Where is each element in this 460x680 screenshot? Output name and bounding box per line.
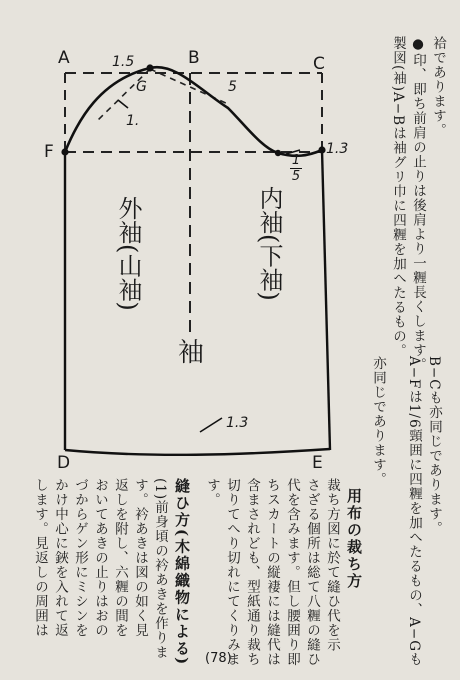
point-dot-right xyxy=(318,146,325,153)
sewing-heading: 縫ひ方(木綿織物による) xyxy=(173,478,191,667)
cutting-line-4: ちスカートの縦褄には縫代は xyxy=(264,478,280,667)
cutting-heading: 用布の裁ち方 xyxy=(345,488,363,590)
point-label-e: E xyxy=(312,453,323,473)
sewing-line-3: 返しを附し、六糎の間を xyxy=(112,478,128,638)
fraction-numerator: 1 xyxy=(291,153,301,168)
point-label-c: C xyxy=(313,54,325,74)
point-label-d: D xyxy=(57,453,71,473)
sleeve-cap-curve xyxy=(65,67,322,156)
outer-sleeve-label: 外袖(山袖) xyxy=(114,196,142,311)
sewing-line-2: す。衿あきは図の如く見 xyxy=(132,478,148,638)
measure-bottom: 1.3 xyxy=(226,415,249,431)
measure-right: 1.3 xyxy=(326,141,349,157)
sleeve-right-edge xyxy=(322,150,330,450)
cutting-line-1: 裁ち方図に於て縫ひ代を示 xyxy=(324,478,340,652)
text-col-5: A−Fは1/6頸囲に四糎を加へたるもの、A−Gも xyxy=(406,356,422,667)
sleeve-hem-curve xyxy=(65,449,330,455)
sewing-line-5: づからゲン形にミシンを xyxy=(72,478,88,638)
measure-fraction xyxy=(290,154,302,183)
cutting-line-7: す。 xyxy=(204,478,220,507)
sewing-line-1: (1)前身頃の衿あきを作りま xyxy=(152,478,168,660)
tick-mark-bottom xyxy=(200,418,222,432)
text-col-2: ●印、即ち前肩の止りは後肩より一糎長くします。 xyxy=(410,36,426,372)
measure-g: G xyxy=(136,79,147,95)
point-dot-f xyxy=(61,148,68,155)
point-label-a: A xyxy=(58,48,70,68)
fraction-denominator: 5 xyxy=(291,169,301,184)
measure-top: 1.5 xyxy=(112,54,135,70)
page-number: (78) xyxy=(205,651,232,666)
cutting-line-6: 切りてへり切れにてくりみま xyxy=(224,478,240,667)
text-col-1: 袷であります。 xyxy=(430,36,446,138)
cutting-line-3: 代を含みます。但し腰囲り即 xyxy=(284,478,300,667)
text-col-6: 亦同じであります。 xyxy=(370,356,386,487)
cutting-line-2: さざる個所は総て八糎の縫ひ xyxy=(304,478,320,667)
sleeve-main-label: 袖 xyxy=(178,338,205,368)
sewing-line-6: かけ中心に鋏を入れて返 xyxy=(52,478,68,638)
point-dot-top xyxy=(146,64,153,71)
sewing-line-4: おいてあきの止りはおの xyxy=(92,478,108,638)
cutting-line-5: 含まされども、型紙通り裁ち xyxy=(244,478,260,667)
tick-mark-one xyxy=(118,100,128,108)
point-dot-frac xyxy=(275,150,281,156)
point-label-f: F xyxy=(44,142,54,162)
text-col-3: 製図(袖)A−Bは袖グリ巾に四糎を加へたるもの。 xyxy=(390,36,406,359)
text-col-4: B−Cも亦同じであります。 xyxy=(426,356,442,536)
sewing-line-7: します。見返しの周囲は xyxy=(32,478,48,638)
point-label-b: B xyxy=(188,48,200,68)
measure-one: 1. xyxy=(126,113,140,129)
inner-sleeve-label: 内袖(下袖) xyxy=(255,186,283,301)
measure-five: 5 xyxy=(228,79,237,95)
